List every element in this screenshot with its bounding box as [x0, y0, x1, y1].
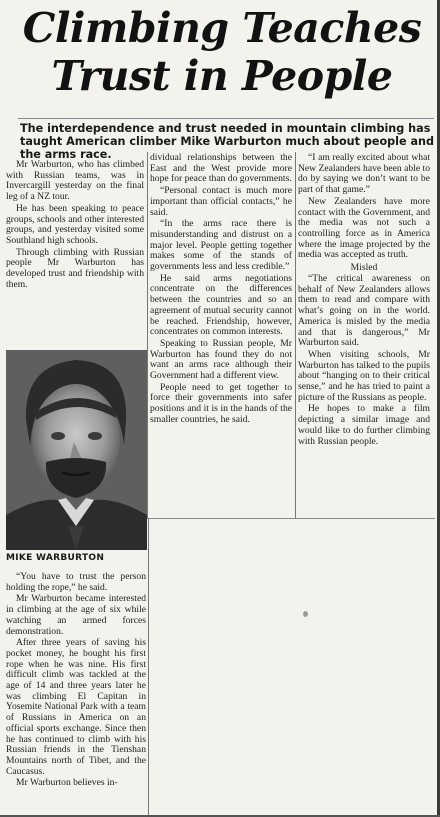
paragraph: He has been speaking to peace groups, schools and other interested groups, and yesterday visited some Southland high schools.	[6, 202, 144, 246]
paragraph: “The critical awareness on behalf of New Zealanders allows them to read and compare with what’s going on in the world. America is misled by the media and that is dangerous,” Mr Warburton said.	[298, 273, 430, 349]
paragraph: Through climbing with Russian people Mr Warburton has developed trust and friendship with them.	[6, 246, 144, 290]
paragraph: dividual relationships between the East and the West provide more hope for peace than do governments.	[150, 152, 292, 185]
paragraph: After three years of saving his pocket money, he bought his first rope when he was nine. His first difficult climb was tackled at the age of 14 and three years later he was climbing El Capitan in Yosemite National Park with a team of Russians in America on an official sports exchange. Since then he has continued to climb with his Russian friends in the Tienshan Mountains north of Tibet, and the Caucasus.	[6, 637, 146, 777]
paragraph: Speaking to Russian people, Mr Warburton has found they do not want an arms race although their Government had a different view.	[150, 337, 292, 382]
column-rule	[147, 152, 148, 518]
portrait-image	[6, 350, 147, 550]
paragraph: “You have to trust the person holding the rope,” he said.	[6, 571, 146, 593]
paragraph: People need to get together to force their governments into safer positions and it is in the hands of the smaller countries, he said.	[150, 381, 292, 425]
paragraph: New Zealanders have more contact with the Government, and the media was not such a controlling force as in America where the image projected by the media was accepted as truth.	[298, 195, 430, 261]
column-3	[298, 153, 430, 447]
paragraph: “Personal contact is much more important than official contacts,” he said.	[150, 185, 292, 218]
column-rule	[295, 152, 296, 518]
bottom-rule	[147, 518, 435, 519]
paragraph: “In the arms race there is misunderstanding and distrust on a major level. People getting together makes some of the stands of governments less and less credible.”	[150, 218, 292, 273]
paragraph: He hopes to make a film depicting a similar image and would like to do further climbing with Russian people.	[298, 403, 430, 447]
headline-line-1: Climbing Teaches	[22, 4, 422, 52]
photo-caption: MIKE WARBURTON	[6, 553, 105, 563]
paper-speck	[303, 611, 308, 617]
paragraph: When visiting schools, Mr Warburton has talked to the pupils about “hanging on to their critical sense,” and he has tried to paint a picture of the Russians as people.	[298, 348, 430, 403]
standfirst: The interdependence and trust needed in mountain climbing has taught American climber Mike Warburton much about people and the arms race.	[20, 122, 435, 161]
paragraph: Mr Warburton became interested in climbing at the age of six while watching an armed forces demonstration.	[6, 593, 146, 637]
column-1-continued	[6, 572, 146, 789]
column-2	[150, 153, 292, 426]
headline-line-2: Trust in People	[51, 52, 393, 100]
paragraph: Mr Warburton, who has climbed with Russian teams, was in Invercargill yesterday on the final leg of a NZ tour.	[6, 159, 144, 203]
column-1	[6, 160, 144, 290]
paragraph: Mr Warburton believes in-	[16, 777, 118, 789]
headline-rule	[18, 118, 434, 119]
paragraph: He said arms negotiations concentrate on the differences between the countries and so an agreement of mutual security cannot be reached. Friendship, however, concentrates on common interests.	[150, 272, 292, 338]
headline	[10, 4, 434, 100]
portrait-photo	[6, 350, 147, 550]
column-rule	[148, 518, 149, 817]
paragraph: “I am really excited about what New Zealanders have been able to do by saying we don’t want to be part of that game.”	[298, 152, 430, 196]
subheading: Misled	[350, 262, 378, 274]
